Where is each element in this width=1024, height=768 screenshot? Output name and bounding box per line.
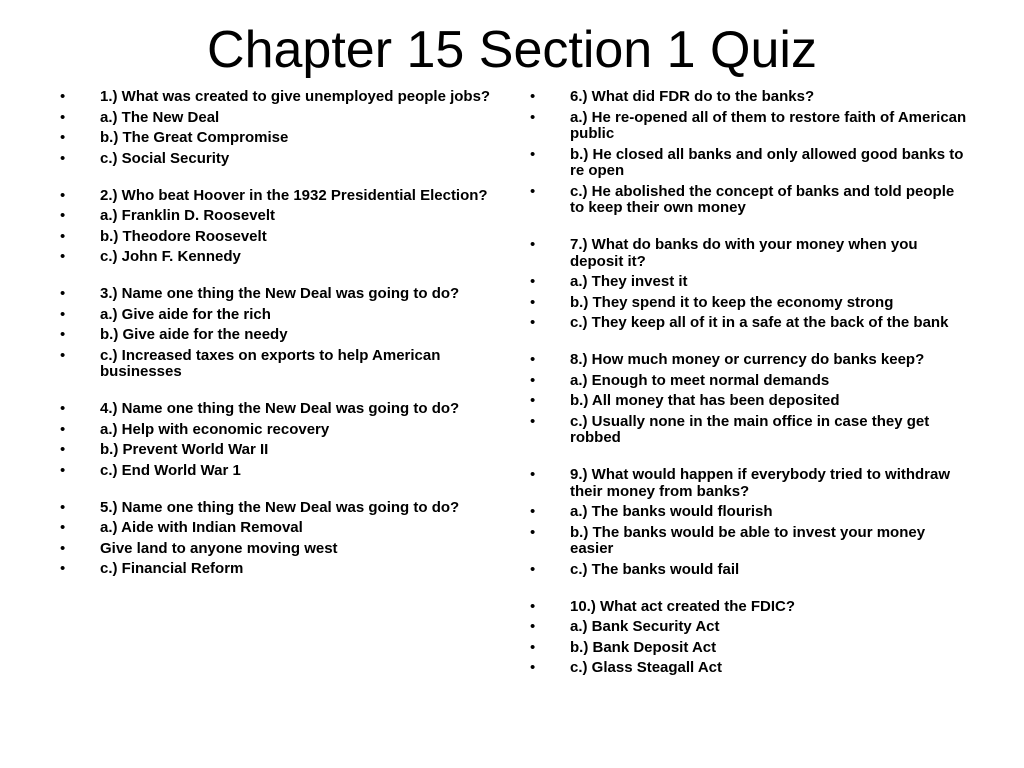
answer-label: Give land to anyone moving west (100, 539, 338, 557)
bullet-icon: • (60, 149, 66, 167)
question-label: 6.) What did FDR do to the banks? (570, 88, 815, 105)
question-text (60, 286, 500, 303)
answer-option (530, 414, 970, 447)
bullet-icon: • (60, 108, 66, 126)
answer-option (530, 660, 970, 677)
bullet-icon: • (530, 273, 536, 290)
answer-option (60, 541, 500, 558)
answer-label: c.) Glass Steagall Act (570, 659, 723, 676)
question-text (60, 89, 500, 106)
answer-option (60, 348, 500, 381)
question-text (530, 89, 970, 106)
answer-label: a.) The New Deal (100, 108, 220, 126)
answer-option (530, 274, 970, 291)
answer-label: a.) Enough to meet normal demands (570, 371, 830, 389)
answer-label: c.) He abolished the concept of banks and told people to keep their own money (570, 182, 955, 216)
bullet-icon: • (60, 519, 66, 536)
bullet-icon: • (60, 420, 66, 438)
bullet-icon: • (60, 248, 66, 265)
answer-label: c.) Financial Reform (100, 560, 244, 577)
bullet-icon: • (60, 400, 66, 417)
answer-option (60, 307, 500, 324)
bullet-icon: • (530, 88, 536, 105)
question-text (530, 599, 970, 616)
answer-label: c.) End World War 1 (100, 461, 241, 479)
question-text (530, 467, 970, 500)
bullet-icon: • (530, 638, 536, 656)
answer-label: b.) They spend it to keep the economy strong (570, 293, 894, 311)
question-label: 3.) Name one thing the New Deal was going to do? (100, 285, 460, 302)
answer-label: c.) They keep all of it in a safe at the back of the bank (570, 314, 949, 331)
question-group (530, 89, 970, 217)
bullet-icon: • (530, 597, 536, 615)
answer-option (60, 327, 500, 344)
answer-label: b.) The banks would be able to invest your money easier (570, 523, 926, 557)
question-text (60, 500, 500, 517)
question-group (60, 401, 500, 479)
bullet-icon: • (530, 108, 536, 126)
answer-label: b.) Bank Deposit Act (570, 638, 717, 656)
answer-option (60, 442, 500, 459)
bullet-icon: • (530, 503, 536, 520)
bullet-icon: • (530, 466, 536, 483)
bullet-icon: • (530, 236, 536, 253)
bullet-icon: • (530, 314, 536, 331)
question-label: 2.) Who beat Hoover in the 1932 Presidential Election? (100, 186, 488, 204)
answer-label: a.) They invest it (570, 273, 688, 290)
answer-label: b.) All money that has been deposited (570, 392, 840, 409)
answer-option (530, 147, 970, 180)
bullet-icon: • (60, 326, 66, 343)
question-text (60, 188, 500, 205)
question-label: 8.) How much money or currency do banks keep? (570, 351, 925, 368)
bullet-icon: • (530, 523, 536, 541)
answer-option (530, 295, 970, 312)
question-label: 7.) What do banks do with your money when you deposit it? (570, 236, 918, 270)
answer-option (60, 151, 500, 168)
question-label: 4.) Name one thing the New Deal was going to do? (100, 400, 460, 417)
question-group (530, 352, 970, 447)
answer-option (530, 373, 970, 390)
bullet-icon: • (60, 227, 66, 245)
answer-option (530, 640, 970, 657)
answer-label: b.) He closed all banks and only allowed good banks to re open (570, 145, 964, 179)
bullet-icon: • (60, 346, 66, 364)
bullet-icon: • (530, 412, 536, 430)
answer-label: a.) He re-opened all of them to restore faith of American public (570, 108, 967, 142)
question-label: 10.) What act created the FDIC? (570, 597, 796, 615)
question-text (530, 352, 970, 369)
answer-label: c.) Increased taxes on exports to help American businesses (100, 346, 441, 380)
question-group (530, 467, 970, 578)
question-group (60, 89, 500, 167)
answer-label: a.) Franklin D. Roosevelt (100, 207, 276, 224)
bullet-icon: • (530, 560, 536, 578)
bullet-icon: • (60, 285, 66, 302)
answer-label: c.) The banks would fail (570, 560, 740, 578)
answer-option (530, 393, 970, 410)
right-question-column (530, 89, 970, 697)
answer-option (60, 422, 500, 439)
answer-label: b.) Prevent World War II (100, 441, 269, 458)
bullet-icon: • (530, 182, 536, 200)
question-text (60, 401, 500, 418)
answer-label: b.) Theodore Roosevelt (100, 227, 267, 245)
answer-label: a.) The banks would flourish (570, 503, 773, 520)
answer-label: a.) Bank Security Act (570, 618, 720, 635)
answer-option (60, 463, 500, 480)
answer-option (60, 208, 500, 225)
question-group (530, 237, 970, 332)
bullet-icon: • (60, 498, 66, 516)
answer-option (60, 229, 500, 246)
question-text (530, 237, 970, 270)
answer-option (530, 184, 970, 217)
bullet-icon: • (530, 351, 536, 368)
answer-label: a.) Give aide for the rich (100, 305, 271, 323)
answer-option (530, 619, 970, 636)
bullet-icon: • (530, 293, 536, 311)
answer-option (60, 561, 500, 578)
bullet-icon: • (530, 392, 536, 409)
bullet-icon: • (60, 461, 66, 479)
slide-title: Chapter 15 Section 1 Quiz (207, 21, 817, 79)
answer-option (530, 315, 970, 332)
bullet-icon: • (530, 371, 536, 389)
answer-option (60, 110, 500, 127)
question-label: 5.) Name one thing the New Deal was going to do? (100, 498, 460, 516)
answer-option (530, 525, 970, 558)
bullet-icon: • (60, 441, 66, 458)
bullet-icon: • (60, 88, 66, 105)
answer-label: c.) Usually none in the main office in case they get robbed (570, 412, 930, 446)
question-label: 1.) What was created to give unemployed people jobs? (100, 88, 491, 105)
answer-option (60, 249, 500, 266)
answer-label: b.) Give aide for the needy (100, 326, 288, 343)
question-label: 9.) What would happen if everybody tried to withdraw their money from banks? (570, 466, 951, 500)
question-group (60, 188, 500, 266)
answer-label: b.) The Great Compromise (100, 129, 289, 146)
bullet-icon: • (60, 129, 66, 146)
bullet-icon: • (60, 207, 66, 224)
bullet-icon: • (530, 659, 536, 676)
bullet-icon: • (60, 186, 66, 204)
left-question-column (60, 89, 500, 598)
answer-label: a.) Help with economic recovery (100, 420, 330, 438)
answer-option (60, 520, 500, 537)
bullet-icon: • (60, 560, 66, 577)
answer-option (530, 562, 970, 579)
question-group (60, 500, 500, 578)
question-group (60, 286, 500, 381)
answer-option (530, 504, 970, 521)
bullet-icon: • (60, 539, 66, 557)
answer-label: c.) Social Security (100, 149, 230, 167)
answer-label: c.) John F. Kennedy (100, 248, 241, 265)
bullet-icon: • (530, 145, 536, 163)
answer-label: a.) Aide with Indian Removal (100, 519, 303, 536)
answer-option (60, 130, 500, 147)
question-group (530, 599, 970, 677)
bullet-icon: • (60, 305, 66, 323)
answer-option (530, 110, 970, 143)
bullet-icon: • (530, 618, 536, 635)
